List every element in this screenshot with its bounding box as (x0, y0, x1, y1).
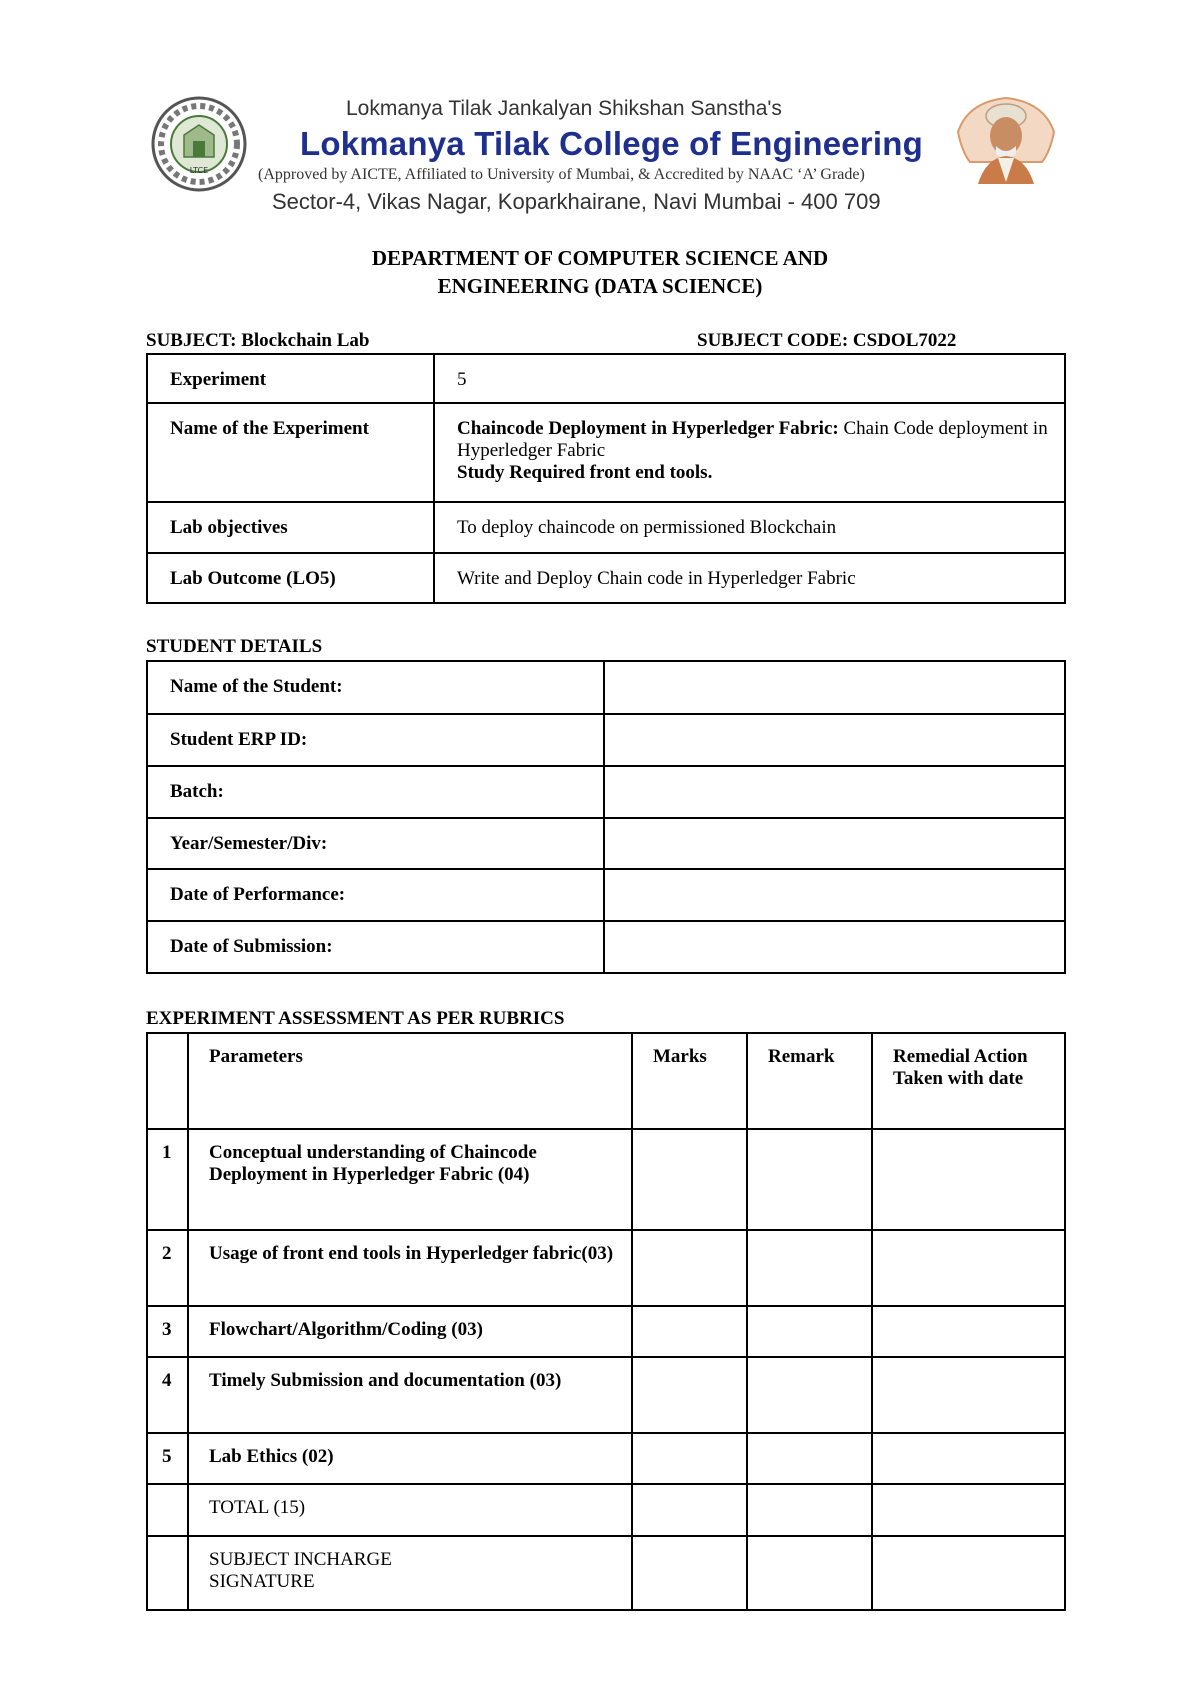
table-header-row (147, 1033, 1065, 1129)
experiment-name-normal: Chain Code deployment in Hyperledger Fabric (457, 418, 1048, 461)
department-title-line1: DEPARTMENT OF COMPUTER SCIENCE AND (371, 246, 829, 270)
table-row (147, 1306, 1065, 1357)
experiment-name-label: Name of the Experiment (147, 403, 434, 502)
remark-cell[interactable] (747, 1484, 872, 1536)
lab-objectives-value: To deploy chaincode on permissioned Blockchain (434, 502, 1065, 553)
row-parameter: SUBJECT INCHARGE SIGNATURE (188, 1536, 632, 1610)
table-row (147, 1129, 1065, 1230)
row-number: 1 (147, 1129, 188, 1230)
remedial-cell[interactable] (872, 1536, 1065, 1610)
experiment-label: Experiment (147, 354, 434, 403)
experiment-table (146, 353, 1066, 604)
header-parameters: Parameters (188, 1033, 632, 1129)
row-parameter: Timely Submission and documentation (03) (188, 1357, 632, 1433)
batch-label: Batch: (147, 766, 604, 818)
row-number: 4 (147, 1357, 188, 1433)
assessment-table (146, 1032, 1066, 1611)
row-parameter: TOTAL (15) (188, 1484, 632, 1536)
remark-cell[interactable] (747, 1433, 872, 1484)
marks-cell[interactable] (632, 1484, 747, 1536)
remedial-cell[interactable] (872, 1357, 1065, 1433)
remedial-cell[interactable] (872, 1230, 1065, 1306)
row-parameter: Usage of front end tools in Hyperledger fabric(03) (188, 1230, 632, 1306)
college-address: Sector-4, Vikas Nagar, Koparkhairane, Navi Mumbai - 400 709 (272, 189, 881, 214)
founder-portrait (950, 92, 1062, 190)
date-performance-label: Date of Performance: (147, 869, 604, 921)
logo-text: LTCE (189, 166, 209, 175)
remark-cell[interactable] (747, 1357, 872, 1433)
table-row (147, 553, 1065, 603)
row-number: 3 (147, 1306, 188, 1357)
table-row (147, 818, 1065, 869)
remark-cell[interactable] (747, 1230, 872, 1306)
assessment-heading: EXPERIMENT ASSESSMENT AS PER RUBRICS (146, 1008, 565, 1029)
table-row (147, 502, 1065, 553)
row-parameter: Flowchart/Algorithm/Coding (03) (188, 1306, 632, 1357)
experiment-number: 5 (434, 354, 1065, 403)
subject-name: SUBJECT: Blockchain Lab (146, 330, 370, 351)
marks-cell[interactable] (632, 1536, 747, 1610)
remark-cell[interactable] (747, 1306, 872, 1357)
student-details-heading: STUDENT DETAILS (146, 636, 323, 657)
row-number (147, 1484, 188, 1536)
student-details-table (146, 660, 1066, 974)
remedial-cell[interactable] (872, 1306, 1065, 1357)
student-name-label: Name of the Student: (147, 661, 604, 714)
marks-cell[interactable] (632, 1357, 747, 1433)
table-row (147, 1357, 1065, 1433)
student-name-field[interactable] (604, 661, 1065, 714)
subject-code: SUBJECT CODE: CSDOL7022 (697, 330, 957, 351)
table-row (147, 1230, 1065, 1306)
row-number: 5 (147, 1433, 188, 1484)
experiment-name-bold: Chaincode Deployment in Hyperledger Fabric: (457, 418, 839, 439)
approval-line: (Approved by AICTE, Affiliated to University of Mumbai, & Accredited by NAAC ‘A’ Grade) (258, 166, 865, 183)
remedial-cell[interactable] (872, 1484, 1065, 1536)
table-row (147, 714, 1065, 766)
table-row (147, 921, 1065, 973)
header-remedial: Remedial Action Taken with date (872, 1033, 1065, 1129)
remark-cell[interactable] (747, 1129, 872, 1230)
experiment-name-line2: Study Required front end tools. (457, 462, 713, 483)
marks-cell[interactable] (632, 1306, 747, 1357)
department-title-line2: ENGINEERING (DATA SCIENCE) (437, 274, 763, 298)
remark-cell[interactable] (747, 1536, 872, 1610)
row-number: 2 (147, 1230, 188, 1306)
table-row (147, 403, 1065, 502)
student-erp-field[interactable] (604, 714, 1065, 766)
header-num-cell (147, 1033, 188, 1129)
row-parameter: Conceptual understanding of Chaincode Deployment in Hyperledger Fabric (04) (188, 1129, 632, 1230)
table-row (147, 869, 1065, 921)
lab-objectives-label: Lab objectives (147, 502, 434, 553)
table-row (147, 354, 1065, 403)
date-performance-field[interactable] (604, 869, 1065, 921)
date-submission-field[interactable] (604, 921, 1065, 973)
marks-cell[interactable] (632, 1433, 747, 1484)
table-row (147, 661, 1065, 714)
date-submission-label: Date of Submission: (147, 921, 604, 973)
lab-outcome-label: Lab Outcome (LO5) (147, 553, 434, 603)
student-erp-label: Student ERP ID: (147, 714, 604, 766)
header-remark: Remark (747, 1033, 872, 1129)
header-marks: Marks (632, 1033, 747, 1129)
row-number (147, 1536, 188, 1610)
remedial-cell[interactable] (872, 1433, 1065, 1484)
table-row (147, 1536, 1065, 1610)
year-semester-field[interactable] (604, 818, 1065, 869)
year-semester-label: Year/Semester/Div: (147, 818, 604, 869)
table-row (147, 1433, 1065, 1484)
table-row (147, 766, 1065, 818)
lab-outcome-value: Write and Deploy Chain code in Hyperledger Fabric (434, 553, 1065, 603)
row-parameter: Lab Ethics (02) (188, 1433, 632, 1484)
table-row (147, 1484, 1065, 1536)
experiment-name-value (434, 403, 1065, 502)
college-name: Lokmanya Tilak College of Engineering (300, 125, 923, 162)
sanstha-name: Lokmanya Tilak Jankalyan Shikshan Sanstha's (346, 97, 782, 120)
remedial-cell[interactable] (872, 1129, 1065, 1230)
marks-cell[interactable] (632, 1129, 747, 1230)
batch-field[interactable] (604, 766, 1065, 818)
marks-cell[interactable] (632, 1230, 747, 1306)
college-logo (150, 95, 248, 193)
